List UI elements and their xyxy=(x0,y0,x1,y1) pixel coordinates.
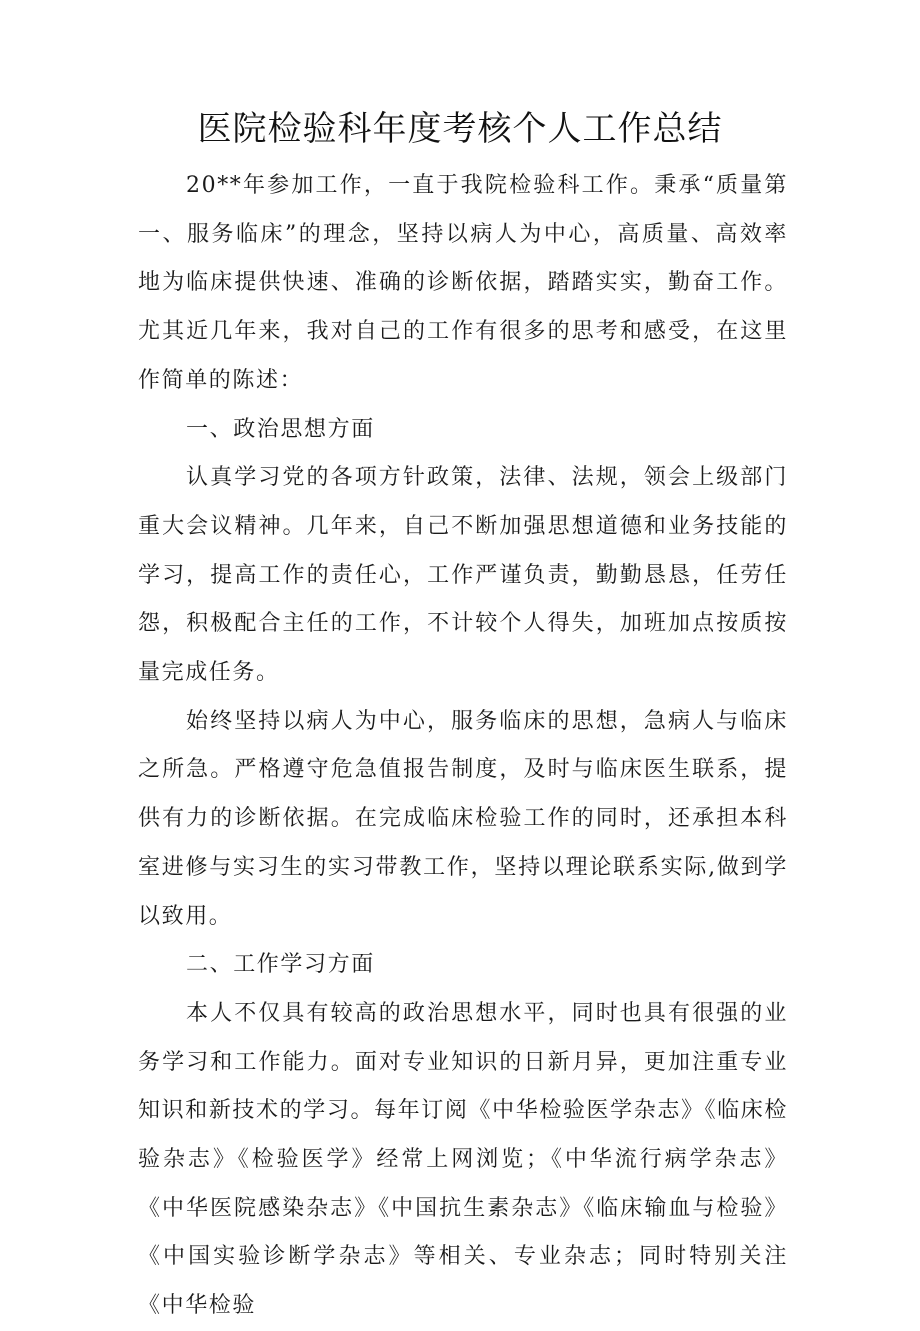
work-study-paragraph-1: 本人不仅具有较高的政治思想水平，同时也具有很强的业务学习和工作能力。面对专业知识的日新月异，更加注重专业知识和新技术的学习。每年订阅《中华检验医学杂志》《临床检验杂志》《检验医学》经常上网浏览；《中华流行病学杂志》《中华医院感染杂志》《中国抗生素杂志》《临床输血与检验》《中国实验诊断学杂志》等相关、专业杂志；同时特别关注《中华检验 xyxy=(138,1000,788,1319)
intro-paragraph: 20**年参加工作，一直于我院检验科工作。秉承“质量第一、服务临床”的理念，坚持以病人为中心，高质量、高效率地为临床提供快速、准确的诊断依据，踏踏实实，勤奋工作。尤其近几年来，我对自己的工作有很多的思考和感受，在这里作简单的陈述： xyxy=(138,173,788,393)
document-title: 医院检验科年度考核个人工作总结 xyxy=(197,109,723,149)
document-body xyxy=(138,162,788,1331)
section-heading-work-study: 二、工作学习方面 xyxy=(186,952,375,978)
political-paragraph-2: 始终坚持以病人为中心，服务临床的思想，急病人与临床之所急。严格遵守危急值报告制度，及时与临床医生联系，提供有力的诊断依据。在完成临床检验工作的同时，还承担本科室进修与实习生的实习带教工作，坚持以理论联系实际,做到学以致用。 xyxy=(138,708,788,929)
political-paragraph-1: 认真学习党的各项方针政策，法律、法规，领会上级部门重大会议精神。几年来，自己不断加强思想道德和业务技能的学习，提高工作的责任心，工作严谨负责，勤勤恳恳，任劳任怨，积极配合主任的工作，不计较个人得失，加班加点按质按量完成任务。 xyxy=(138,465,788,686)
section-heading-political: 一、政治思想方面 xyxy=(186,416,375,442)
